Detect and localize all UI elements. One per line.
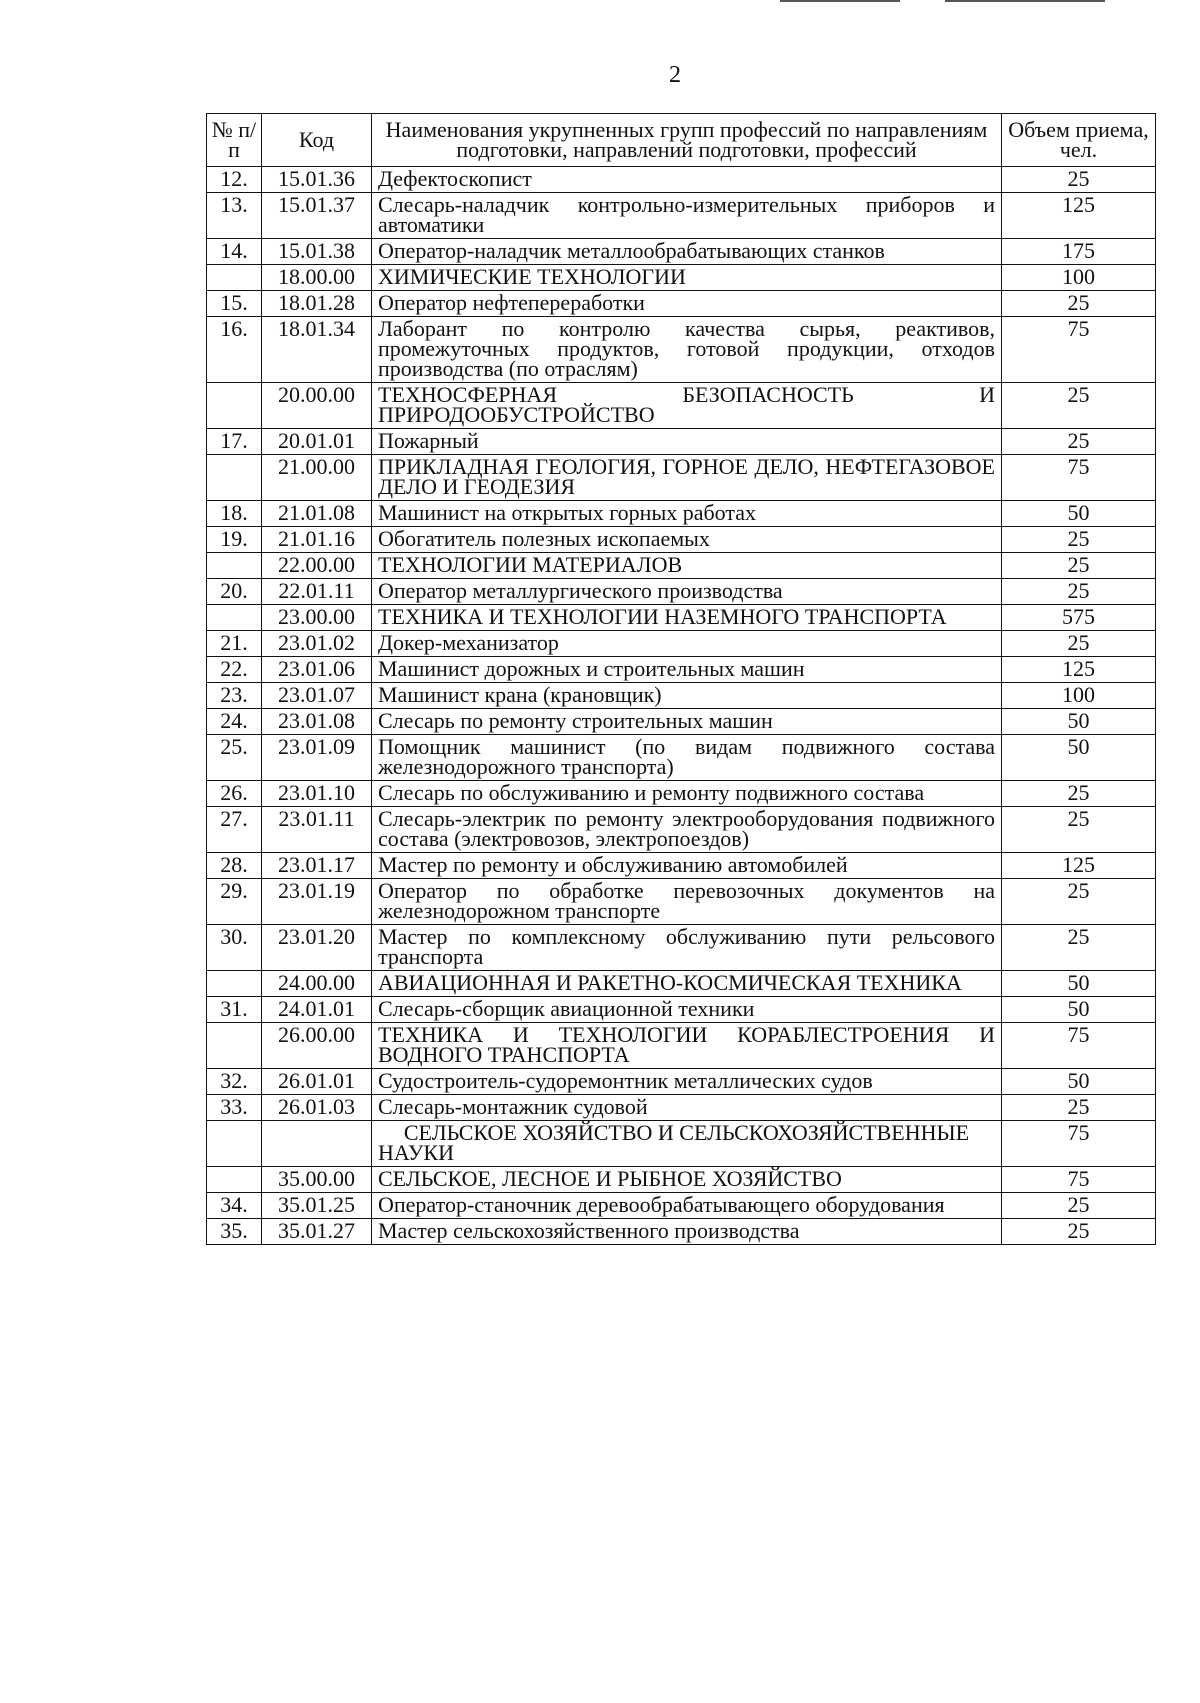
- row-code: 23.01.20: [262, 925, 372, 971]
- row-name: Оператор по обработке перевозочных документов на железнодорожном транспорте: [372, 879, 1002, 925]
- row-number: 28.: [207, 853, 262, 879]
- table-row: [207, 167, 1156, 193]
- row-number: [207, 1167, 262, 1193]
- row-name: Мастер сельскохозяйственного производства: [372, 1219, 1002, 1245]
- header-code: Код: [262, 114, 372, 167]
- row-code: 15.01.38: [262, 239, 372, 265]
- row-volume: 25: [1002, 1193, 1156, 1219]
- table-row: [207, 383, 1156, 429]
- row-volume: 50: [1002, 971, 1156, 997]
- row-number: [207, 971, 262, 997]
- row-code: 15.01.37: [262, 193, 372, 239]
- table-row: [207, 1023, 1156, 1069]
- table-row: [207, 455, 1156, 501]
- row-name: Дефектоскопист: [372, 167, 1002, 193]
- row-code: 15.01.36: [262, 167, 372, 193]
- row-number: 34.: [207, 1193, 262, 1219]
- table-row: [207, 1069, 1156, 1095]
- row-volume: 25: [1002, 1095, 1156, 1121]
- row-code: 23.01.06: [262, 657, 372, 683]
- row-number: 19.: [207, 527, 262, 553]
- row-volume: 25: [1002, 1219, 1156, 1245]
- row-volume: 25: [1002, 925, 1156, 971]
- scan-artifact: [780, 0, 900, 2]
- row-volume: 50: [1002, 709, 1156, 735]
- table-row: [207, 807, 1156, 853]
- row-volume: 50: [1002, 501, 1156, 527]
- row-number: [207, 1121, 262, 1167]
- row-volume: 75: [1002, 455, 1156, 501]
- row-code: 23.01.07: [262, 683, 372, 709]
- row-name: Слесарь-наладчик контрольно-измерительных приборов и автоматики: [372, 193, 1002, 239]
- row-name: Обогатитель полезных ископаемых: [372, 527, 1002, 553]
- row-volume: 25: [1002, 553, 1156, 579]
- row-volume: 25: [1002, 383, 1156, 429]
- row-code: 24.01.01: [262, 997, 372, 1023]
- row-code: 23.01.09: [262, 735, 372, 781]
- row-code: 18.01.34: [262, 317, 372, 383]
- admission-table: [206, 113, 1156, 1245]
- table-row: [207, 997, 1156, 1023]
- header-volume: Объем приема, чел.: [1002, 114, 1156, 167]
- row-volume: 25: [1002, 291, 1156, 317]
- row-number: 22.: [207, 657, 262, 683]
- row-name: Слесарь-сборщик авиационной техники: [372, 997, 1002, 1023]
- table-row: [207, 501, 1156, 527]
- row-number: 25.: [207, 735, 262, 781]
- row-name: Слесарь по обслуживанию и ремонту подвижного состава: [372, 781, 1002, 807]
- table-row: [207, 657, 1156, 683]
- row-number: 23.: [207, 683, 262, 709]
- row-volume: 75: [1002, 317, 1156, 383]
- row-number: 33.: [207, 1095, 262, 1121]
- page-number: 2: [669, 62, 681, 88]
- row-name: Слесарь по ремонту строительных машин: [372, 709, 1002, 735]
- row-number: 14.: [207, 239, 262, 265]
- row-number: 21.: [207, 631, 262, 657]
- row-name: ТЕХНИКА И ТЕХНОЛОГИИ КОРАБЛЕСТРОЕНИЯ И ВОДНОГО ТРАНСПОРТА: [372, 1023, 1002, 1069]
- table-row: [207, 239, 1156, 265]
- row-name: СЕЛЬСКОЕ, ЛЕСНОЕ И РЫБНОЕ ХОЗЯЙСТВО: [372, 1167, 1002, 1193]
- row-code: 18.00.00: [262, 265, 372, 291]
- table-row: [207, 553, 1156, 579]
- row-number: 27.: [207, 807, 262, 853]
- table-row: [207, 781, 1156, 807]
- row-code: 26.01.01: [262, 1069, 372, 1095]
- row-number: 17.: [207, 429, 262, 455]
- row-volume: 50: [1002, 1069, 1156, 1095]
- row-number: [207, 265, 262, 291]
- row-volume: 125: [1002, 853, 1156, 879]
- row-number: 31.: [207, 997, 262, 1023]
- row-number: [207, 553, 262, 579]
- row-code: 23.01.17: [262, 853, 372, 879]
- row-number: 30.: [207, 925, 262, 971]
- row-volume: 75: [1002, 1023, 1156, 1069]
- table-row: [207, 605, 1156, 631]
- row-number: 29.: [207, 879, 262, 925]
- table-row: [207, 853, 1156, 879]
- row-volume: 75: [1002, 1167, 1156, 1193]
- row-volume: 100: [1002, 683, 1156, 709]
- row-number: [207, 383, 262, 429]
- table-row: [207, 429, 1156, 455]
- row-code: 18.01.28: [262, 291, 372, 317]
- row-volume: 25: [1002, 579, 1156, 605]
- table-row: [207, 1121, 1156, 1167]
- row-code: 22.00.00: [262, 553, 372, 579]
- row-number: 12.: [207, 167, 262, 193]
- row-number: 24.: [207, 709, 262, 735]
- row-volume: 50: [1002, 997, 1156, 1023]
- row-number: 32.: [207, 1069, 262, 1095]
- row-volume: 175: [1002, 239, 1156, 265]
- table-row: [207, 709, 1156, 735]
- row-volume: 25: [1002, 807, 1156, 853]
- scan-artifact: [945, 0, 1105, 2]
- row-name: Оператор-станочник деревообрабатывающего оборудования: [372, 1193, 1002, 1219]
- row-name: Судостроитель-судоремонтник металлических судов: [372, 1069, 1002, 1095]
- header-name: Наименования укрупненных групп профессий по направлениям подготовки, направлений подготовки, профессий: [372, 114, 1002, 167]
- row-name: Оператор нефтепереработки: [372, 291, 1002, 317]
- row-code: 35.00.00: [262, 1167, 372, 1193]
- row-number: 18.: [207, 501, 262, 527]
- row-code: 26.01.03: [262, 1095, 372, 1121]
- table-row: [207, 879, 1156, 925]
- row-name: Помощник машинист (по видам подвижного состава железнодорожного транспорта): [372, 735, 1002, 781]
- row-name: Слесарь-электрик по ремонту электрооборудования подвижного состава (электровозов, электропоездов): [372, 807, 1002, 853]
- row-code: 23.01.11: [262, 807, 372, 853]
- table-row: [207, 1167, 1156, 1193]
- row-name: ТЕХНИКА И ТЕХНОЛОГИИ НАЗЕМНОГО ТРАНСПОРТА: [372, 605, 1002, 631]
- row-code: 21.00.00: [262, 455, 372, 501]
- row-number: 35.: [207, 1219, 262, 1245]
- row-volume: 25: [1002, 631, 1156, 657]
- row-name: ТЕХНОЛОГИИ МАТЕРИАЛОВ: [372, 553, 1002, 579]
- row-name: Оператор-наладчик металлообрабатывающих станков: [372, 239, 1002, 265]
- row-volume: 575: [1002, 605, 1156, 631]
- row-volume: 25: [1002, 781, 1156, 807]
- row-name: Оператор металлургического производства: [372, 579, 1002, 605]
- row-code: 23.01.10: [262, 781, 372, 807]
- row-number: 26.: [207, 781, 262, 807]
- row-code: 21.01.08: [262, 501, 372, 527]
- row-code: 23.00.00: [262, 605, 372, 631]
- row-name: ПРИКЛАДНАЯ ГЕОЛОГИЯ, ГОРНОЕ ДЕЛО, НЕФТЕГАЗОВОЕ ДЕЛО И ГЕОДЕЗИЯ: [372, 455, 1002, 501]
- row-code: 23.01.02: [262, 631, 372, 657]
- row-name: Машинист дорожных и строительных машин: [372, 657, 1002, 683]
- table-row: [207, 925, 1156, 971]
- row-name: Пожарный: [372, 429, 1002, 455]
- row-name: Машинист крана (крановщик): [372, 683, 1002, 709]
- row-number: 16.: [207, 317, 262, 383]
- table-row: [207, 631, 1156, 657]
- row-code: 20.00.00: [262, 383, 372, 429]
- row-volume: 25: [1002, 879, 1156, 925]
- row-volume: 25: [1002, 527, 1156, 553]
- row-volume: 100: [1002, 265, 1156, 291]
- row-name: АВИАЦИОННАЯ И РАКЕТНО-КОСМИЧЕСКАЯ ТЕХНИКА: [372, 971, 1002, 997]
- row-code: 24.00.00: [262, 971, 372, 997]
- table-row: [207, 265, 1156, 291]
- row-number: 15.: [207, 291, 262, 317]
- row-volume: 125: [1002, 193, 1156, 239]
- row-code: [262, 1121, 372, 1167]
- row-code: 20.01.01: [262, 429, 372, 455]
- row-name: ТЕХНОСФЕРНАЯ БЕЗОПАСНОСТЬ И ПРИРОДООБУСТРОЙСТВО: [372, 383, 1002, 429]
- header-num: № п/п: [207, 114, 262, 167]
- row-volume: 125: [1002, 657, 1156, 683]
- table-row: [207, 527, 1156, 553]
- row-name: Слесарь-монтажник судовой: [372, 1095, 1002, 1121]
- table-row: [207, 735, 1156, 781]
- table-row: [207, 1193, 1156, 1219]
- table-header-row: [207, 114, 1156, 167]
- row-name: Машинист на открытых горных работах: [372, 501, 1002, 527]
- table-row: [207, 1095, 1156, 1121]
- table-row: [207, 291, 1156, 317]
- table-row: [207, 193, 1156, 239]
- row-code: 22.01.11: [262, 579, 372, 605]
- row-code: 35.01.25: [262, 1193, 372, 1219]
- row-volume: 75: [1002, 1121, 1156, 1167]
- row-code: 23.01.19: [262, 879, 372, 925]
- row-number: 20.: [207, 579, 262, 605]
- row-volume: 25: [1002, 167, 1156, 193]
- table-row: [207, 317, 1156, 383]
- row-name: Мастер по комплексному обслуживанию пути рельсового транспорта: [372, 925, 1002, 971]
- row-name: СЕЛЬСКОЕ ХОЗЯЙСТВО И СЕЛЬСКОХОЗЯЙСТВЕННЫЕ НАУКИ: [372, 1121, 1002, 1167]
- row-code: 21.01.16: [262, 527, 372, 553]
- row-volume: 50: [1002, 735, 1156, 781]
- row-name: Лаборант по контролю качества сырья, реактивов, промежуточных продуктов, готовой продукции, отходов производства (по отраслям): [372, 317, 1002, 383]
- row-volume: 25: [1002, 429, 1156, 455]
- table-row: [207, 971, 1156, 997]
- row-code: 23.01.08: [262, 709, 372, 735]
- row-number: [207, 1023, 262, 1069]
- table-row: [207, 683, 1156, 709]
- row-number: [207, 605, 262, 631]
- row-code: 26.00.00: [262, 1023, 372, 1069]
- row-number: [207, 455, 262, 501]
- row-code: 35.01.27: [262, 1219, 372, 1245]
- table-row: [207, 1219, 1156, 1245]
- table-body: [207, 167, 1156, 1245]
- table-row: [207, 579, 1156, 605]
- row-name: Мастер по ремонту и обслуживанию автомобилей: [372, 853, 1002, 879]
- row-number: 13.: [207, 193, 262, 239]
- row-name: ХИМИЧЕСКИЕ ТЕХНОЛОГИИ: [372, 265, 1002, 291]
- row-name: Докер-механизатор: [372, 631, 1002, 657]
